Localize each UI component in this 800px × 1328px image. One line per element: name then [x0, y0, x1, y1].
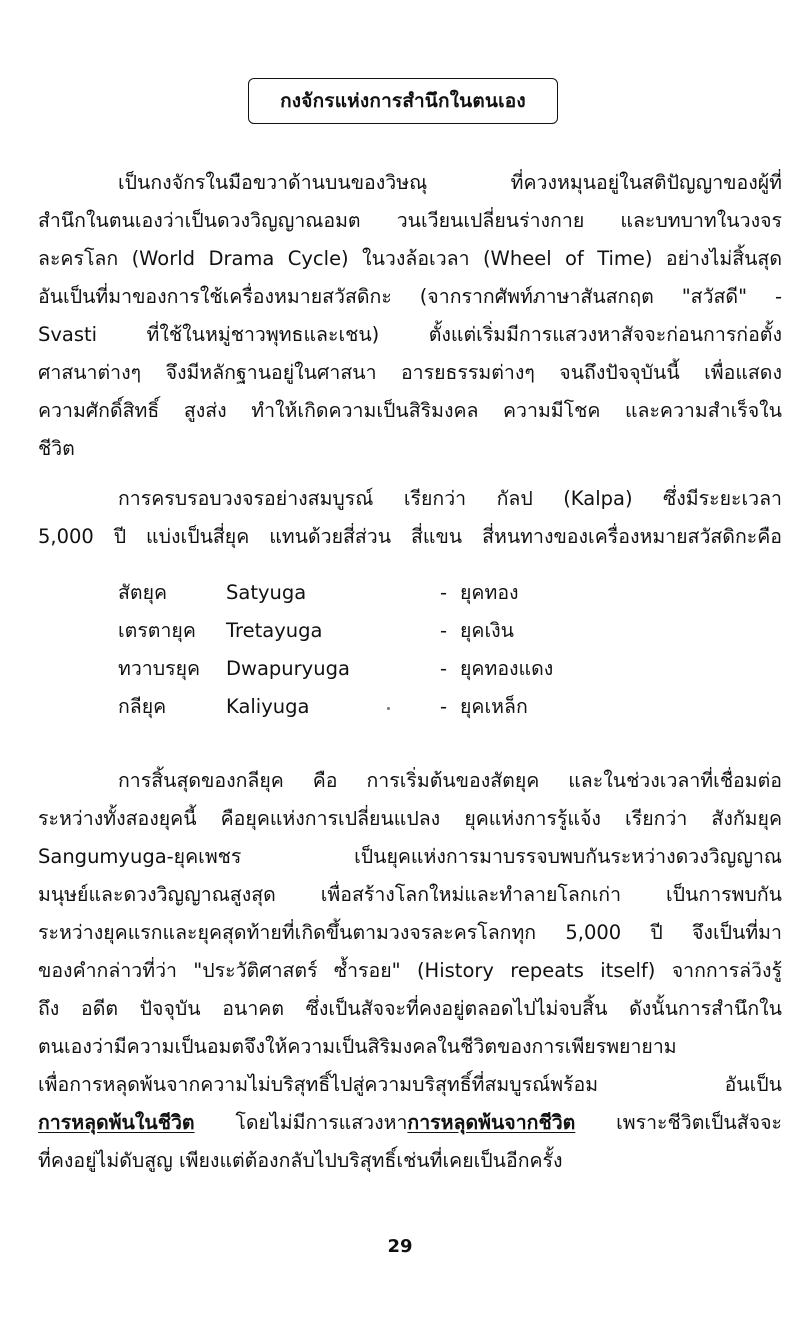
- era-thai-name: ทวาบรยุค: [118, 657, 201, 680]
- era-latin-name: Tretayuga: [226, 619, 323, 642]
- era-dash: -: [440, 657, 448, 680]
- paragraph-3-line: ตนเองว่ามีความเป็นอมตจึงให้ความเป็นสิริมงคลในชีวิตของการเพียรพยายาม: [38, 1035, 677, 1058]
- paragraph-1-line: สำนึกในตนเองว่าเป็นดวงวิญญาณอมต วนเวียนเปลี่ยนร่างกาย และบทบาทในวงจร: [38, 209, 782, 232]
- paragraph-3-line: Sangumyuga-ยุคเพชร เป็นยุคแห่งการมาบรรจบพบกันระหว่างดวงวิญญาณ: [38, 845, 782, 868]
- era-meaning: ยุคเหล็ก: [460, 695, 528, 718]
- paragraph-1-line: ชีวิต: [38, 437, 75, 460]
- paragraph-3-line-emphasis: [38, 1108, 782, 1138]
- paragraph-1-line: ความศักดิ์สิทธิ์ สูงส่ง ทำให้เกิดความเป็นสิริมงคล ความมีโชค และความสำเร็จใน: [38, 399, 782, 422]
- era-thai-name: เตรตายุค: [118, 619, 196, 642]
- paragraph-2-line: การครบรอบวงจรอย่างสมบูรณ์ เรียกว่า กัลป (Kalpa) ซึ่งมีระยะเวลา: [118, 487, 782, 510]
- era-row: [118, 578, 638, 608]
- line-text-middle: โดยไม่มีการแสวงหา: [194, 1111, 408, 1134]
- era-dash: -: [440, 619, 448, 642]
- paragraph-3-line: มนุษย์และดวงวิญญาณสูงสุด เพื่อสร้างโลกใหม่และทำลายโลกเก่า เป็นการพบกัน: [38, 883, 782, 906]
- paragraph-1-line: Svasti ที่ใช้ในหมู่ชาวพุทธและเชน) ตั้งแต่เริ่มมีการแสวงหาสัจจะก่อนการก่อตั้ง: [38, 323, 782, 346]
- paragraph-1-line: ศาสนาต่างๆ จึงมีหลักฐานอยู่ในศาสนา อารยธรรมต่างๆ จนถึงปัจจุบันนี้ เพื่อแสดง: [38, 361, 782, 384]
- paragraph-1-line: อันเป็นที่มาของการใช้เครื่องหมายสวัสดิกะ (จากรากศัพท์ภาษาสันสกฤต "สวัสดี" -: [38, 285, 782, 308]
- paragraph-1-line: เป็นกงจักรในมือขวาด้านบนของวิษณุ ที่ควงหมุนอยู่ในสติปัญญาของผู้ที่: [118, 171, 782, 194]
- paragraph-3-line: ของคำกล่าวที่ว่า "ประวัติศาสตร์ ซ้ำรอย" (History repeats itself) จากการล่วงรู้: [38, 959, 782, 982]
- page-title: กงจักรแห่งการสำนึกในตนเอง: [280, 90, 526, 112]
- page-number: 29: [387, 1236, 413, 1257]
- paragraph-3-line: การสิ้นสุดของกลียุค คือ การเริ่มต้นของสัตยุค และในช่วงเวลาที่เชื่อมต่อ: [118, 769, 782, 792]
- era-dash: -: [440, 581, 448, 604]
- paragraph-3-line: ระหว่างยุคแรกและยุคสุดท้ายที่เกิดขึ้นตามวงจรละครโลกทุก 5,000 ปี จึงเป็นที่มา: [38, 921, 782, 944]
- scan-speck: [387, 707, 390, 710]
- paragraph-3-line: ที่คงอยู่ไม่ดับสูญ เพียงแต่ต้องกลับไปบริสุทธิ์เช่นที่เคยเป็นอีกครั้ง: [38, 1149, 563, 1172]
- title-box: [248, 78, 558, 124]
- era-row: [118, 616, 638, 646]
- era-row: [118, 692, 638, 722]
- era-row: [118, 654, 638, 684]
- line-text-tail: เพราะชีวิตเป็นสัจจะ: [575, 1111, 782, 1134]
- era-meaning: ยุคเงิน: [460, 619, 514, 642]
- emphasis-liberation-in-life: การหลุดพ้นในชีวิต: [38, 1111, 195, 1134]
- paragraph-2-line: 5,000 ปี แบ่งเป็นสี่ยุค แทนด้วยสี่ส่วน สี่แขน สี่หนทางของเครื่องหมายสวัสดิกะคือ: [38, 525, 782, 548]
- era-meaning: ยุคทองแดง: [460, 657, 554, 680]
- paragraph-3-line: เพื่อการหลุดพ้นจากความไม่บริสุทธิ์ไปสู่ความบริสุทธิ์ที่สมบูรณ์พร้อม อันเป็น: [38, 1073, 782, 1096]
- era-latin-name: Dwapuryuga: [226, 657, 350, 680]
- era-meaning: ยุคทอง: [460, 581, 519, 604]
- emphasis-liberation-from-life: การหลุดพ้นจากชีวิต: [407, 1111, 576, 1134]
- era-latin-name: Satyuga: [226, 581, 307, 604]
- paragraph-3-line: ถึง อดีต ปัจจุบัน อนาคต ซึ่งเป็นสัจจะที่คงอยู่ตลอดไปไม่จบสิ้น ดังนั้นการสำนึกใน: [38, 997, 782, 1020]
- era-thai-name: สัตยุค: [118, 581, 168, 604]
- era-latin-name: Kaliyuga: [226, 695, 310, 718]
- paragraph-3-line: ระหว่างทั้งสองยุคนี้ คือยุคแห่งการเปลี่ยนแปลง ยุคแห่งการรู้แจ้ง เรียกว่า สังกัมยุค: [38, 807, 782, 830]
- paragraph-1-line: ละครโลก (World Drama Cycle) ในวงล้อเวลา (Wheel of Time) อย่างไม่สิ้นสุด: [38, 247, 782, 270]
- era-dash: -: [440, 695, 448, 718]
- era-thai-name: กลียุค: [118, 695, 167, 718]
